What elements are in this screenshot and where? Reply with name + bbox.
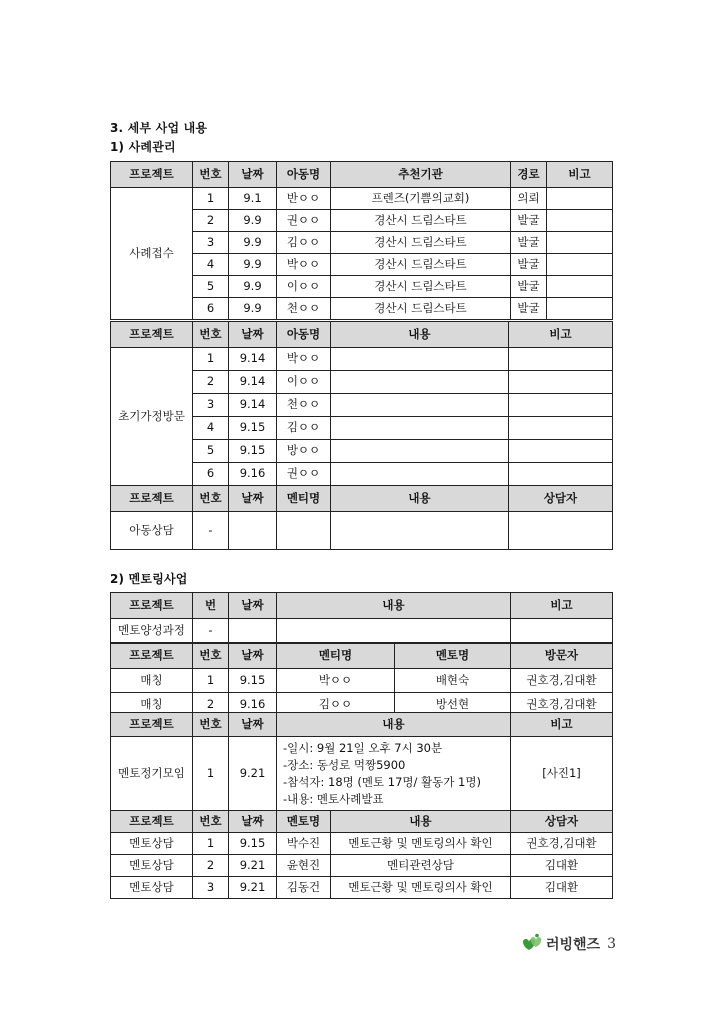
cell-child-name: 천ㅇㅇ: [277, 298, 331, 320]
subsection-title-mentoring: 2) 멘토링사업: [110, 572, 188, 586]
header-date: 날짜: [229, 713, 277, 737]
cell-visitor: 권호경,김대환: [511, 693, 613, 717]
subsection-title-case-management: 1) 사례관리: [110, 140, 176, 154]
cell-mentor-name: 김동건: [277, 877, 331, 899]
meeting-content-line: -내용: 멘토사례발표: [283, 791, 384, 806]
header-mentee-name: 멘티명: [277, 644, 395, 669]
header-note: 비고: [547, 162, 613, 188]
cell-note: [509, 371, 613, 394]
cell-date: [229, 619, 277, 643]
cell-date: 9.15: [229, 669, 277, 693]
table-row: [111, 669, 613, 693]
cell-date: 9.21: [229, 737, 277, 811]
cell-date: 9.15: [229, 440, 277, 463]
cell-agency: 경산시 드림스타트: [331, 232, 511, 254]
child-counsel-table: [110, 485, 613, 550]
cell-mentor-name: 방선현: [395, 693, 511, 717]
header-project: 프로젝트: [111, 162, 193, 188]
header-content: 내용: [331, 486, 509, 512]
header-route: 경로: [511, 162, 547, 188]
cell-date: 9.9: [229, 298, 277, 320]
cell-route: 의뢰: [511, 188, 547, 210]
cell-number: 3: [193, 232, 229, 254]
cell-content: 멘티관련상담: [331, 855, 511, 877]
cell-child-name: 권ㅇㅇ: [277, 210, 331, 232]
cell-number: 1: [193, 348, 229, 371]
cell-route: 발굴: [511, 254, 547, 276]
cell-date: 9.15: [229, 833, 277, 855]
cell-route: 발굴: [511, 276, 547, 298]
cell-number: 6: [193, 463, 229, 486]
cell-counselor: 권호경,김대환: [511, 833, 613, 855]
table-row: [111, 512, 613, 550]
header-child-name: 아동명: [277, 322, 331, 348]
header-content: 내용: [331, 811, 511, 833]
header-number: 번호: [193, 644, 229, 669]
cell-number: 2: [193, 210, 229, 232]
cell-mentor-name: 윤현진: [277, 855, 331, 877]
header-mentee-name: 멘티명: [277, 486, 331, 512]
cell-number: 1: [193, 188, 229, 210]
table-row: [111, 855, 613, 877]
cell-date: 9.9: [229, 210, 277, 232]
meeting-time-line: -일시: 9월 21일 오후 7시 30분: [283, 740, 443, 755]
table-row: [111, 877, 613, 899]
case-intake-table: [110, 161, 613, 320]
header-date: 날짜: [229, 486, 277, 512]
table-header-row: [111, 322, 613, 348]
cell-note: [509, 348, 613, 371]
mentor-counsel-table: [110, 810, 613, 899]
cell-number: 3: [193, 877, 229, 899]
cell-child-name: 김ㅇㅇ: [277, 417, 331, 440]
cell-mentor-name: 박수진: [277, 833, 331, 855]
cell-visitor: 권호경,김대환: [511, 669, 613, 693]
table-header-row: [111, 162, 613, 188]
category-cell: 매칭: [111, 693, 193, 717]
cell-route: 발굴: [511, 210, 547, 232]
meeting-place-line: -장소: 동성로 먹짱5900: [283, 757, 406, 772]
header-mentor-name: 멘토명: [395, 644, 511, 669]
category-cell: 매칭: [111, 669, 193, 693]
header-date: 날짜: [229, 322, 277, 348]
mentor-meeting-table: [110, 712, 613, 811]
cell-route: 발굴: [511, 232, 547, 254]
cell-agency: 프렌즈(기쁨의교회): [331, 188, 511, 210]
cell-note: [사진1]: [511, 737, 613, 811]
cell-agency: 경산시 드림스타트: [331, 254, 511, 276]
header-date: 날짜: [229, 162, 277, 188]
cell-date: 9.14: [229, 348, 277, 371]
cell-note: [509, 417, 613, 440]
cell-content: [331, 371, 509, 394]
cell-note: [509, 394, 613, 417]
cell-content: [331, 394, 509, 417]
header-project: 프로젝트: [111, 593, 193, 619]
footer-logo: [521, 933, 616, 955]
header-project: 프로젝트: [111, 486, 193, 512]
table-header-row: [111, 811, 613, 833]
cell-date: 9.15: [229, 417, 277, 440]
cell-child-name: 김ㅇㅇ: [277, 232, 331, 254]
cell-date: 9.14: [229, 371, 277, 394]
cell-date: 9.9: [229, 232, 277, 254]
cell-number: 5: [193, 440, 229, 463]
header-content: 내용: [277, 593, 511, 619]
cell-child-name: 박ㅇㅇ: [277, 254, 331, 276]
header-project: 프로젝트: [111, 322, 193, 348]
header-number: 번호: [193, 162, 229, 188]
cell-number: 2: [193, 693, 229, 717]
cell-number: 6: [193, 298, 229, 320]
cell-agency: 경산시 드림스타트: [331, 298, 511, 320]
header-referral-agency: 추천기관: [331, 162, 511, 188]
table-header-row: [111, 486, 613, 512]
table-row: [111, 737, 613, 811]
category-cell: 멘토상담: [111, 855, 193, 877]
header-number: 번호: [193, 713, 229, 737]
header-date: 날짜: [229, 593, 277, 619]
cell-number: 1: [193, 737, 229, 811]
table-header-row: [111, 644, 613, 669]
cell-date: [229, 512, 277, 550]
cell-number: 2: [193, 855, 229, 877]
cell-child-name: 박ㅇㅇ: [277, 348, 331, 371]
cell-number: -: [193, 619, 229, 643]
brand-name: 러빙핸즈: [545, 937, 601, 953]
cell-agency: 경산시 드림스타트: [331, 276, 511, 298]
category-cell: 사례접수: [111, 188, 193, 320]
cell-counselor: 김대환: [511, 855, 613, 877]
header-date: 날짜: [229, 644, 277, 669]
cell-number: 4: [193, 254, 229, 276]
category-cell: 멘토상담: [111, 877, 193, 899]
header-content: 내용: [277, 713, 511, 737]
cell-number: 5: [193, 276, 229, 298]
header-project: 프로젝트: [111, 811, 193, 833]
table-header-row: [111, 713, 613, 737]
cell-child-name: 반ㅇㅇ: [277, 188, 331, 210]
header-project: 프로젝트: [111, 713, 193, 737]
cell-note: [509, 463, 613, 486]
cell-number: 1: [193, 669, 229, 693]
cell-child-name: 이ㅇㅇ: [277, 276, 331, 298]
page-number: 3: [607, 936, 616, 952]
category-cell: 멘토상담: [111, 833, 193, 855]
header-note: 비고: [511, 713, 613, 737]
cell-number: -: [193, 512, 229, 550]
cell-counselor: [509, 512, 613, 550]
cell-content: [331, 512, 509, 550]
header-visitor: 방문자: [511, 644, 613, 669]
header-number: 번호: [193, 486, 229, 512]
cell-note: [547, 210, 613, 232]
cell-child-name: 이ㅇㅇ: [277, 371, 331, 394]
cell-content: [331, 463, 509, 486]
mentor-training-table: [110, 592, 613, 643]
cell-number: 1: [193, 833, 229, 855]
cell-note: [547, 276, 613, 298]
header-project: 프로젝트: [111, 644, 193, 669]
cell-date: 9.9: [229, 276, 277, 298]
cell-date: 9.16: [229, 693, 277, 717]
cell-mentee-name: 김ㅇㅇ: [277, 693, 395, 717]
cell-mentee-name: [277, 512, 331, 550]
cell-content: [331, 348, 509, 371]
cell-child-name: 방ㅇㅇ: [277, 440, 331, 463]
cell-date: 9.14: [229, 394, 277, 417]
home-visit-table: [110, 321, 613, 486]
cell-note: [511, 619, 613, 643]
section-title: 3. 세부 사업 내용: [110, 121, 208, 135]
header-counselor: 상담자: [509, 486, 613, 512]
cell-date: 9.16: [229, 463, 277, 486]
table-row: [111, 188, 613, 210]
cell-date: 9.1: [229, 188, 277, 210]
cell-number: 2: [193, 371, 229, 394]
header-number: 번호: [193, 322, 229, 348]
cell-note: [547, 232, 613, 254]
cell-agency: 경산시 드림스타트: [331, 210, 511, 232]
cell-content: 멘토근황 및 멘토링의사 확인: [331, 833, 511, 855]
cell-content: [331, 440, 509, 463]
header-content: 내용: [331, 322, 509, 348]
cell-mentor-name: 배현숙: [395, 669, 511, 693]
cell-date: 9.21: [229, 877, 277, 899]
cell-content: 멘토근황 및 멘토링의사 확인: [331, 877, 511, 899]
category-cell: 멘토정기모임: [111, 737, 193, 811]
category-cell: 아동상담: [111, 512, 193, 550]
table-row: [111, 833, 613, 855]
cell-date: 9.9: [229, 254, 277, 276]
cell-note: [547, 298, 613, 320]
table-row: [111, 619, 613, 643]
matching-table: [110, 643, 613, 717]
header-mentor-name: 멘토명: [277, 811, 331, 833]
table-header-row: [111, 593, 613, 619]
cell-number: 4: [193, 417, 229, 440]
cell-content: [277, 619, 511, 643]
header-counselor: 상담자: [511, 811, 613, 833]
header-child-name: 아동명: [277, 162, 331, 188]
meeting-attendees-line: -참석자: 18명 (멘토 17명/ 활동가 1명): [283, 774, 481, 789]
cell-note: [509, 440, 613, 463]
green-hearts-logo-icon: [521, 933, 543, 955]
header-date: 날짜: [229, 811, 277, 833]
cell-mentee-name: 박ㅇㅇ: [277, 669, 395, 693]
category-cell: 멘토양성과정: [111, 619, 193, 643]
cell-note: [547, 254, 613, 276]
header-note: 비고: [509, 322, 613, 348]
cell-child-name: 천ㅇㅇ: [277, 394, 331, 417]
cell-route: 발굴: [511, 298, 547, 320]
table-row: [111, 348, 613, 371]
cell-content: [331, 417, 509, 440]
cell-meeting-details: [277, 737, 511, 811]
header-number: 번: [193, 593, 229, 619]
cell-number: 3: [193, 394, 229, 417]
cell-note: [547, 188, 613, 210]
cell-date: 9.21: [229, 855, 277, 877]
header-note: 비고: [511, 593, 613, 619]
category-cell: 초기가정방문: [111, 348, 193, 486]
header-number: 번호: [193, 811, 229, 833]
cell-child-name: 권ㅇㅇ: [277, 463, 331, 486]
cell-counselor: 김대환: [511, 877, 613, 899]
